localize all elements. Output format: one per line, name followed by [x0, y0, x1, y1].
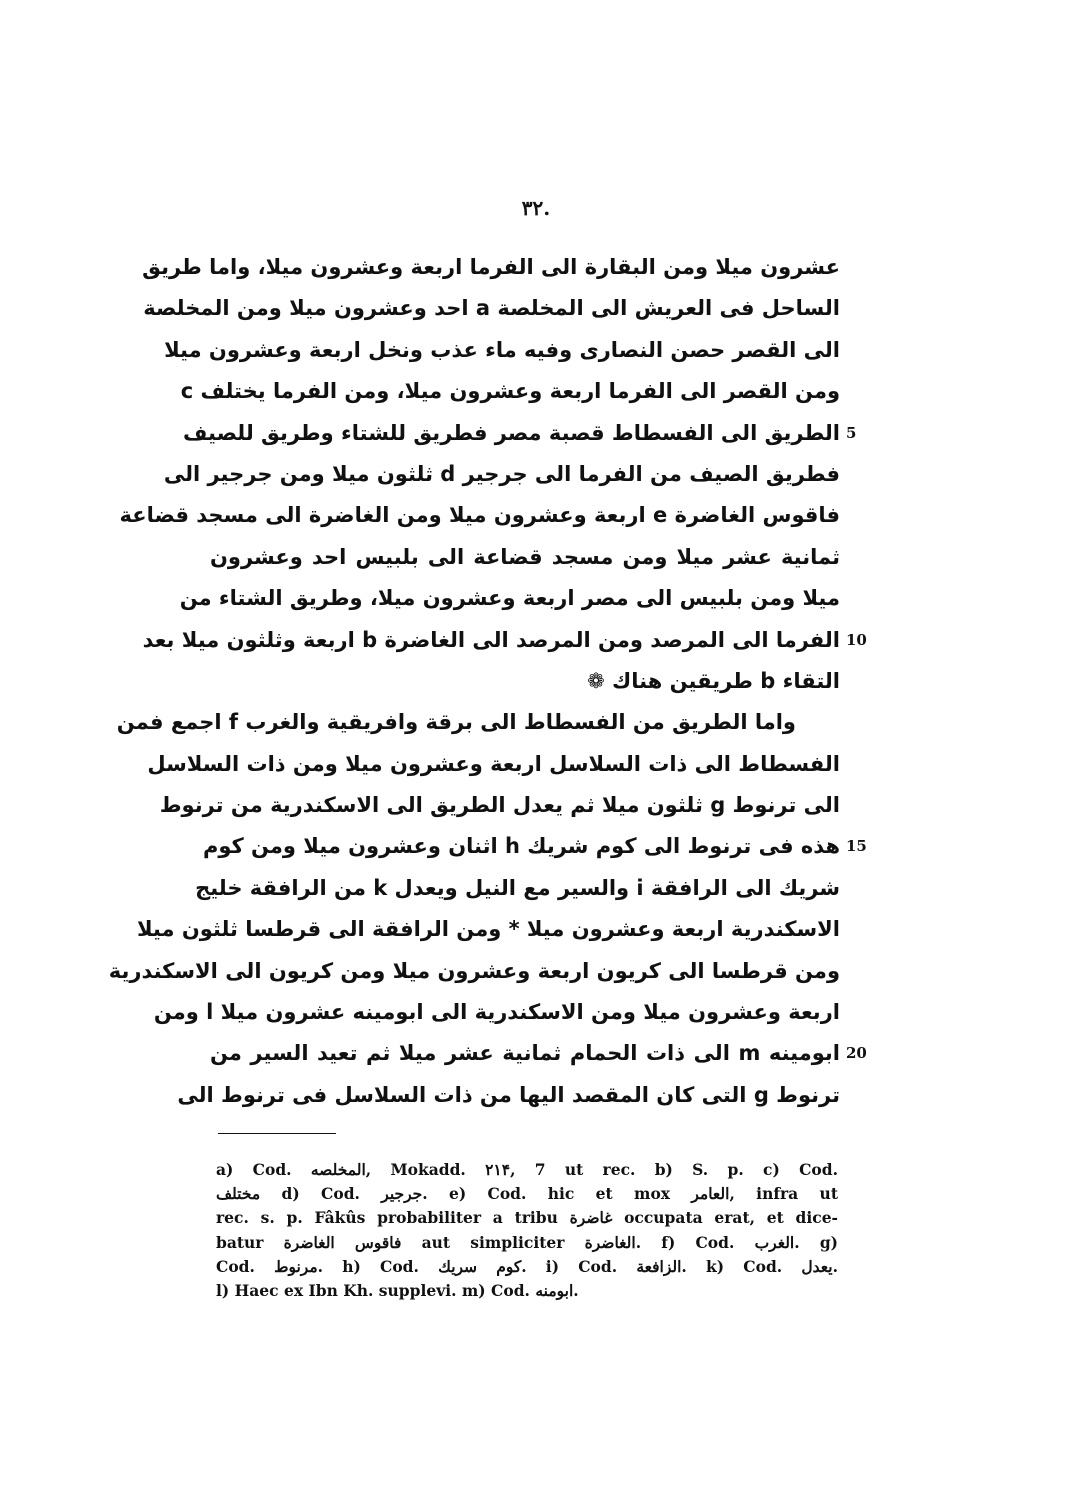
line-text: ترنوط g التى كان المقصد اليها من ذات السلاسل فى ترنوط الى [177, 1082, 840, 1107]
text-line [195, 868, 840, 909]
main-text [108, 247, 867, 1116]
text-line [108, 951, 840, 992]
text-line [177, 1075, 840, 1116]
line-text: ميلا ومن بلبيس الى مصر اربعة وعشرون ميلا، وطريق الشتاء من [179, 586, 840, 611]
footnote-line: batur فاقوس الغاضرة aut simpliciter الغاضرة. f) Cod. الغرب. g) [216, 1232, 838, 1252]
line-text: الى ترنوط g ثلثون ميلا ثم يعدل الطريق الى الاسكندرية من ترنوط [159, 793, 840, 818]
line-text: الفرما الى المرصد ومن المرصد الى الغاضرة b اربعة وثلثون ميلا بعد [142, 627, 840, 652]
line-text: واما الطريق من الفسطاط الى برقة وافريقية والغرب f اجمع فمن [116, 710, 796, 735]
line-text: شريك الى الرافقة i والسير مع النيل ويعدل k من الرافقة خليج [195, 875, 840, 900]
text-line [180, 371, 840, 412]
line-text: هذه فى ترنوط الى كوم شريك h اثنان وعشرون ميلا ومن كوم [202, 834, 840, 859]
text-line [147, 744, 840, 785]
footnote-line: مختلف d) Cod. جرجير. e) Cod. hic et mox العامر, infra ut [216, 1184, 838, 1204]
text-line [153, 992, 840, 1033]
line-number: 20 [846, 1044, 867, 1063]
line-text: الى القصر حصن النصارى وفيه ماء عذب ونخل اربعة وعشرون ميلا [164, 337, 840, 362]
text-line [179, 578, 840, 619]
line-number: 15 [846, 837, 867, 856]
line-number: 10 [846, 630, 867, 649]
line-text: الاسكندرية اربعة وعشرون ميلا * ومن الرافقة الى قرطسا ثلثون ميلا [136, 917, 840, 942]
text-line [210, 1033, 867, 1074]
text-line [143, 288, 840, 329]
text-line [210, 537, 840, 578]
line-text: ثمانية عشر ميلا ومن مسجد قضاعة الى بلبيس احد وعشرون [210, 544, 840, 569]
text-line [119, 495, 840, 536]
line-text: التقاء b طريقين هناك ❁ [587, 668, 840, 693]
line-text: الفسطاط الى ذات السلاسل اربعة وعشرون ميلا ومن ذات السلاسل [147, 751, 840, 776]
line-text: اربعة وعشرون ميلا ومن الاسكندرية الى ابومينه عشرون ميلا l ومن [153, 1000, 840, 1025]
footnote-line: Cod. مرنوط. h) Cod. كوم سريك. i) Cod. الزافعة. k) Cod. يعدل. [216, 1256, 838, 1276]
text-line [182, 413, 857, 454]
footnote-line: a) Cod. المخلصه, Mokadd. ۲۱۴, 7 ut rec. b) S. p. c) Cod. [216, 1160, 838, 1179]
text-line [202, 826, 867, 867]
page-number: ۳۲. [521, 196, 551, 220]
line-text: عشرون ميلا ومن البقارة الى الفرما اربعة وعشرون ميلا، واما طريق [142, 255, 840, 279]
footnotes [216, 1158, 838, 1303]
line-text: فطريق الصيف من الفرما الى جرجير d ثلثون ميلا ومن جرجير الى [163, 461, 840, 486]
text-line [136, 909, 840, 950]
text-line [210, 661, 840, 702]
text-line [116, 702, 840, 743]
footnote-rule [218, 1133, 336, 1134]
footnote-line: l) Haec ex Ibn Kh. supplevi. m) Cod. ابومنه. [216, 1280, 579, 1300]
text-line [142, 247, 840, 288]
line-number: 5 [846, 423, 857, 442]
text-line [164, 330, 840, 371]
footnote-line: rec. s. p. Fâkûs probabiliter a tribu غاضرة occupata erat, et dice- [216, 1208, 838, 1228]
line-text: ومن قرطسا الى كريون اربعة وعشرون ميلا ومن كريون الى الاسكندرية [108, 958, 840, 983]
line-text: ومن القصر الى الفرما اربعة وعشرون ميلا، ومن الفرما يختلف c [180, 379, 840, 404]
line-text: الساحل فى العريش الى المخلصة a احد وعشرون ميلا ومن المخلصة [143, 296, 840, 321]
line-text: الطريق الى الفسطاط قصبة مصر فطريق للشتاء وطريق للصيف [182, 420, 840, 445]
text-line [142, 620, 867, 661]
line-text: فاقوس الغاضرة e اربعة وعشرون ميلا ومن الغاضرة الى مسجد قضاعة [119, 503, 840, 528]
text-line [163, 454, 840, 495]
line-text: ابومينه m الى ذات الحمام ثمانية عشر ميلا ثم تعيد السير من [210, 1041, 840, 1066]
text-line [159, 785, 840, 826]
